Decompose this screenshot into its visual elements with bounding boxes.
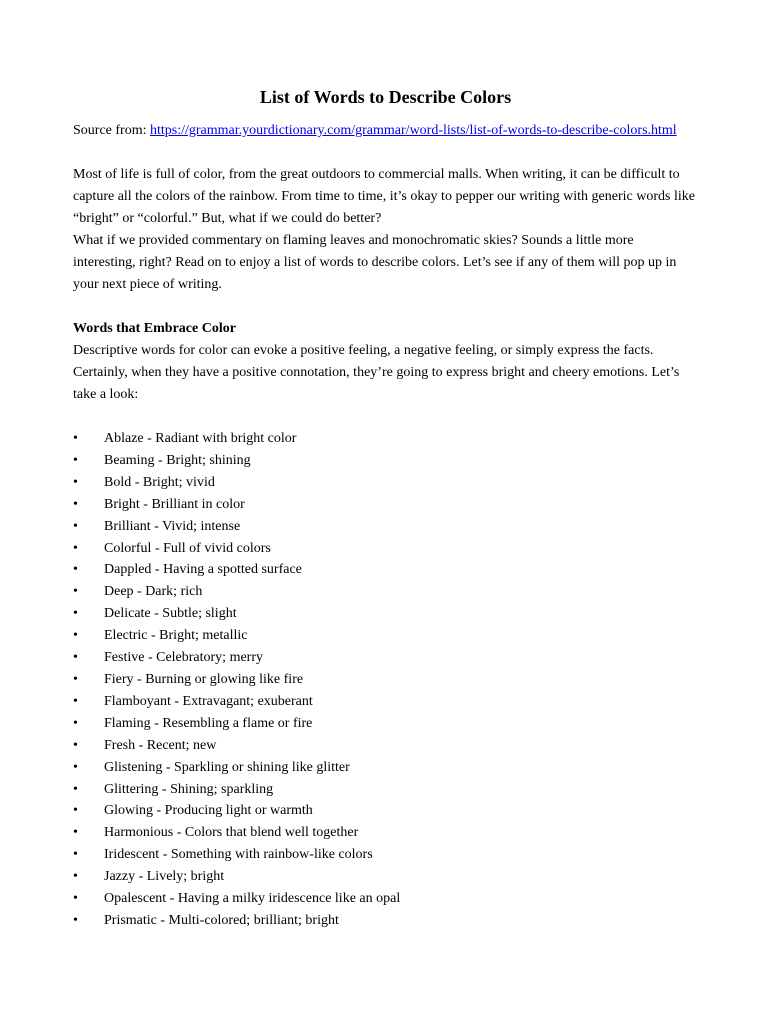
- list-item: [73, 603, 698, 625]
- bullet-icon: •: [73, 912, 78, 928]
- intro-paragraph-2: What if we provided commentary on flaming leaves and monochromatic skies? Sounds a little more interesting, right? Read on to enjoy a list of words to describe colors. Let’s see if any of them will pop up in your next piece of writing.: [73, 233, 677, 292]
- list-item-text: Harmonious - Colors that blend well together: [104, 825, 359, 841]
- list-item: [73, 757, 698, 779]
- list-item: [73, 559, 698, 581]
- list-item-text: Dappled - Having a spotted surface: [104, 562, 302, 578]
- list-item: [73, 910, 698, 932]
- list-item-text: Glittering - Shining; sparkling: [104, 781, 274, 797]
- bullet-icon: •: [73, 891, 78, 907]
- bullet-icon: •: [73, 737, 78, 753]
- list-item: [73, 866, 698, 888]
- bullet-icon: •: [73, 474, 78, 490]
- list-item: [73, 494, 698, 516]
- source-link[interactable]: https://grammar.yourdictionary.com/grammar/word-lists/list-of-words-to-describe-colors.html: [149, 123, 677, 138]
- bullet-icon: •: [73, 693, 78, 709]
- bullet-icon: •: [73, 606, 78, 622]
- list-item: [73, 888, 698, 910]
- bullet-icon: •: [73, 518, 78, 534]
- list-item: [73, 428, 698, 450]
- source-label: Source from:: [73, 123, 150, 138]
- list-item: [73, 538, 698, 560]
- source-line: [73, 120, 698, 142]
- list-item-text: Prismatic - Multi-colored; brilliant; bright: [104, 912, 339, 928]
- list-item: [73, 779, 698, 801]
- bullet-icon: •: [73, 825, 78, 841]
- list-item-text: Glistening - Sparkling or shining like glitter: [104, 759, 350, 775]
- intro-paragraph-1: Most of life is full of color, from the great outdoors to commercial malls. When writing, it can be difficult to capture all the colors of the rainbow. From time to time, it’s okay to pepper our writing with generic words like “bright” or “colorful.” But, what if we could do better?: [73, 167, 695, 226]
- list-item: [73, 691, 698, 713]
- bullet-icon: •: [73, 869, 78, 885]
- list-item: [73, 735, 698, 757]
- list-item-text: Bold - Bright; vivid: [104, 474, 215, 490]
- list-item: [73, 472, 698, 494]
- list-item-text: Brilliant - Vivid; intense: [104, 518, 241, 534]
- list-item: [73, 669, 698, 691]
- list-item-text: Flamboyant - Extravagant; exuberant: [104, 693, 313, 709]
- bullet-icon: •: [73, 781, 78, 797]
- bullet-icon: •: [73, 715, 78, 731]
- bullet-icon: •: [73, 540, 78, 556]
- bullet-icon: •: [73, 759, 78, 775]
- list-item-text: Jazzy - Lively; bright: [104, 869, 225, 885]
- list-item: [73, 581, 698, 603]
- list-item-text: Delicate - Subtle; slight: [104, 606, 237, 622]
- list-item: [73, 713, 698, 735]
- list-item-text: Iridescent - Something with rainbow-like colors: [104, 847, 373, 863]
- document-page: [73, 86, 698, 932]
- word-list: [73, 428, 698, 932]
- list-item: [73, 800, 698, 822]
- list-item-text: Festive - Celebratory; merry: [104, 650, 264, 666]
- list-item: [73, 625, 698, 647]
- list-item-text: Flaming - Resembling a flame or fire: [104, 715, 313, 731]
- section-description: Descriptive words for color can evoke a positive feeling, a negative feeling, or simply express the facts. Certainly, when they have a positive connotation, they’re going to express bright and cheery emotions. Let’s take a look:: [73, 343, 680, 402]
- list-item-text: Beaming - Bright; shining: [104, 452, 251, 468]
- bullet-icon: •: [73, 628, 78, 644]
- list-item: [73, 450, 698, 472]
- list-item: [73, 647, 698, 669]
- list-item-text: Opalescent - Having a milky iridescence like an opal: [104, 891, 401, 907]
- document-title: List of Words to Describe Colors: [259, 87, 512, 107]
- bullet-icon: •: [73, 803, 78, 819]
- bullet-icon: •: [73, 562, 78, 578]
- bullet-icon: •: [73, 847, 78, 863]
- list-item-text: Electric - Bright; metallic: [104, 628, 248, 644]
- list-item: [73, 844, 698, 866]
- list-item-text: Glowing - Producing light or warmth: [104, 803, 313, 819]
- bullet-icon: •: [73, 496, 78, 512]
- bullet-icon: •: [73, 452, 78, 468]
- list-item-text: Deep - Dark; rich: [104, 584, 203, 600]
- bullet-icon: •: [73, 671, 78, 687]
- bullet-icon: •: [73, 431, 78, 446]
- list-item-text: Fresh - Recent; new: [104, 737, 217, 753]
- list-item-text: Colorful - Full of vivid colors: [104, 540, 271, 556]
- list-item-text: Bright - Brilliant in color: [104, 496, 245, 512]
- list-item-text: Ablaze - Radiant with bright color: [104, 431, 297, 446]
- list-item: [73, 822, 698, 844]
- list-item-text: Fiery - Burning or glowing like fire: [104, 671, 304, 687]
- bullet-icon: •: [73, 584, 78, 600]
- bullet-icon: •: [73, 650, 78, 666]
- section-heading: Words that Embrace Color: [73, 321, 236, 336]
- list-item: [73, 516, 698, 538]
